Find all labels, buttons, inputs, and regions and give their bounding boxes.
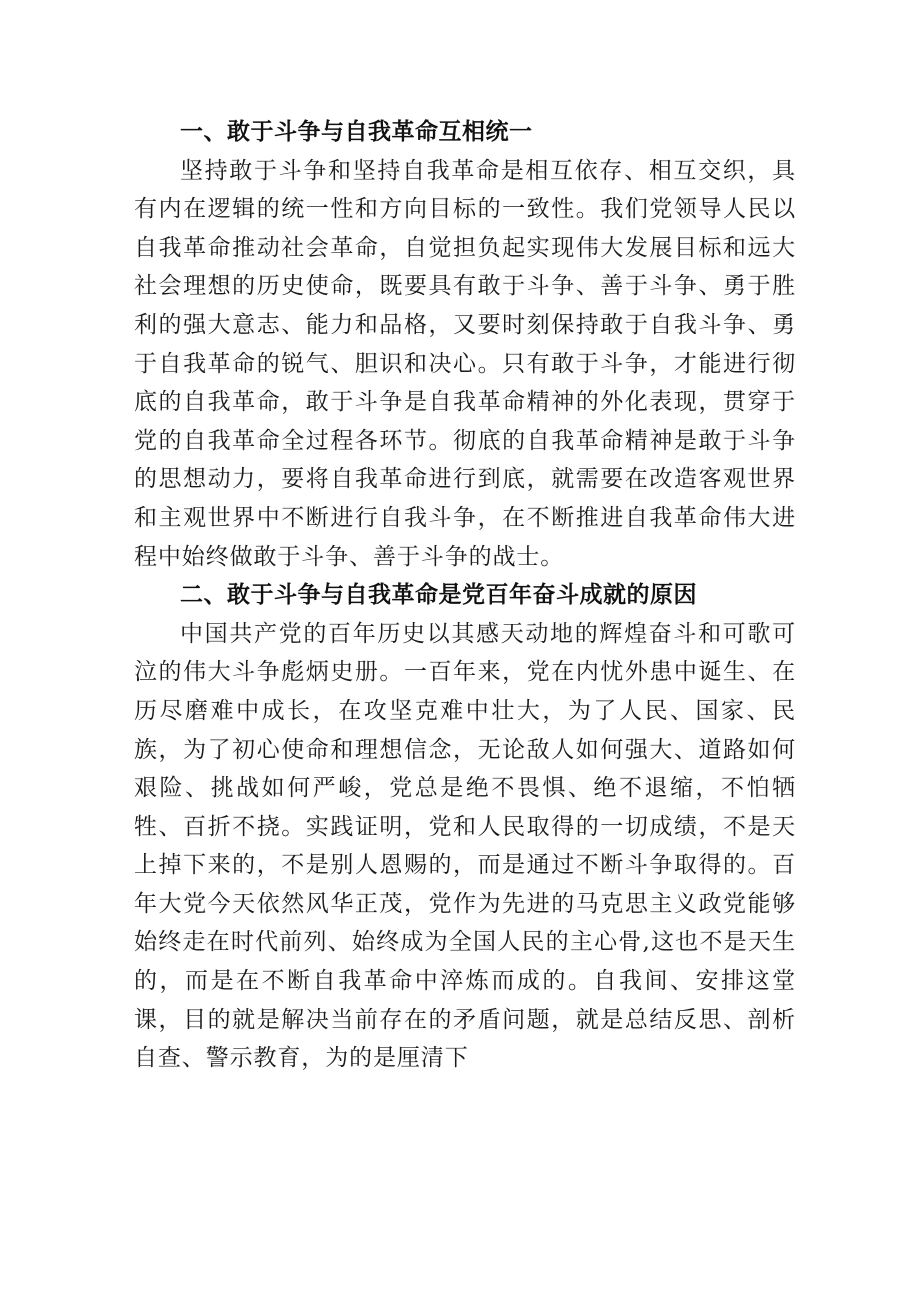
document-body bbox=[134, 113, 796, 1078]
section-1-heading: 一、敢于斗争与自我革命互相统一 bbox=[180, 119, 533, 145]
section-2-paragraph: 中国共产党的百年历史以其感天动地的辉煌奋斗和可歌可泣的伟大斗争彪炳史册。一百年来，党在内忧外患中诞生、在历尽磨难中成长，在攻坚克难中壮大，为了人民、国家、民族，为了初心使命和理想信念，无论敌人如何强大、道路如何艰险、挑战如何严峻，党总是绝不畏惧、绝不退缩，不怕牺牲、百折不挠。实践证明，党和人民取得的一切成绩，不是天上掉下来的，不是别人恩赐的，而是通过不断斗争取得的。百年大党今天依然风华正茂，党作为先进的马克思主义政党能够始终走在时代前列、始终成为全国人民的主心骨,这也不是天生的，而是在不断自我革命中淬炼而成的。自我间、安排这堂课，目的就是解决当前存在的矛盾问题，就是总结反思、剖析自查、警示教育，为的是厘清下 bbox=[134, 620, 796, 1072]
section-2-heading: 二、敢于斗争与自我革命是党百年奋斗成就的原因 bbox=[180, 582, 697, 609]
section-1-paragraph: 坚持敢于斗争和坚持自我革命是相互依存、相互交织，具有内在逻辑的统一性和方向目标的一致性。我们党领导人民以自我革命推动社会革命，自觉担负起实现伟大发展目标和远大社会理想的历史使命，既要具有敢于斗争、善于斗争、勇于胜利的强大意志、能力和品格，又要时刻保持敢于自我斗争、勇于自我革命的锐气、胆识和决心。只有敢于斗争，才能进行彻底的自我革命，敢于斗争是自我革命精神的外化表现，贯穿于党的自我革命全过程各环节。彻底的自我革命精神是敢于斗争的思想动力，要将自我革命进行到底，就需要在改造客观世界和主观世界中不断进行自我斗争，在不断推进自我革命伟大进程中始终做敢于斗争、善于斗争的战士。 bbox=[134, 157, 796, 570]
